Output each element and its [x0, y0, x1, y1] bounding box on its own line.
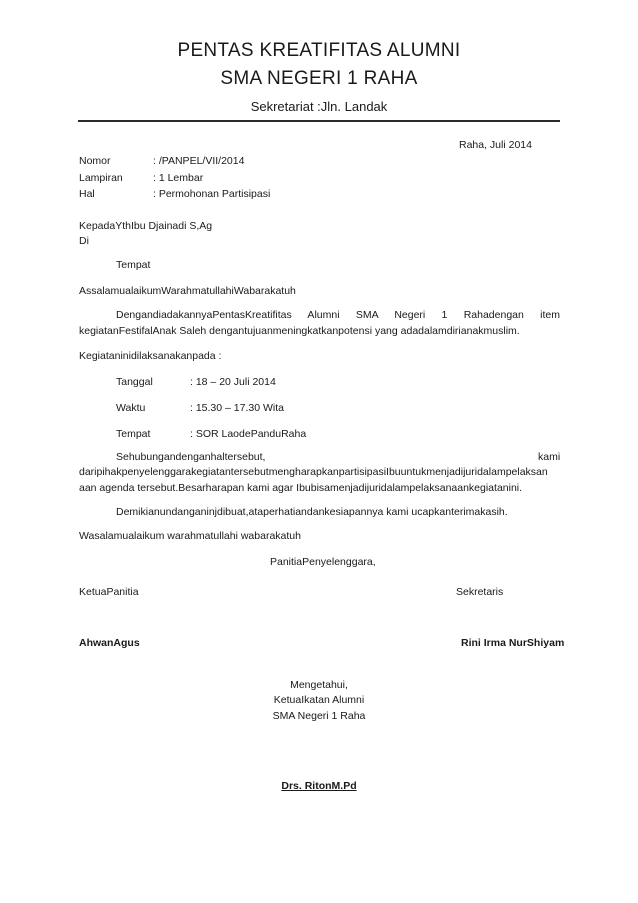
paragraph-2-line-1-left: Sehubungandenganhaltersebut, — [116, 451, 266, 463]
schedule-place-label: Tempat — [116, 428, 151, 440]
nomor-value: : /PANPEL/VII/2014 — [153, 155, 245, 167]
chair-name: AhwanAgus — [79, 637, 140, 649]
paragraph-1-line-2: kegiatanFestifalAnak Saleh dengantujuanmeningkatkanpotensi yang adadalamdirianakmuslim. — [79, 325, 520, 337]
acknowledge-line-2: KetuaIkatan Alumni — [273, 694, 365, 706]
acknowledge-line-3: SMA Negeri 1 Raha — [272, 710, 366, 722]
greeting: AssalamualaikumWarahmatullahiWabarakatuh — [79, 285, 296, 297]
secretary-name: Rini Irma NurShiyam — [461, 637, 565, 649]
lampiran-value: : 1 Lembar — [153, 172, 204, 184]
secretary-title: Sekretaris — [456, 586, 504, 598]
header-divider — [78, 120, 560, 122]
paragraph-2-line-3: aan agenda tersebut.Besarharapan kami agar Ibubisamenjadijuridalampelaksanaankegiatanini. — [79, 482, 523, 494]
committee-label: PanitiaPenyelenggara, — [270, 556, 376, 568]
nomor-label: Nomor — [79, 155, 111, 167]
schedule-date-value: : 18 – 20 Juli 2014 — [190, 376, 276, 388]
recipient-place: Tempat — [116, 259, 151, 271]
schedule-intro: Kegiataninidilaksanakanpada : — [79, 350, 222, 362]
recipient-di: Di — [79, 235, 89, 247]
schedule-date-label: Tanggal — [116, 376, 153, 388]
paragraph-2-line-2: daripihakpenyelenggarakegiatantersebutmengharapkanpartisipasiIbuuntukmenjadijuridalampelaksan — [79, 466, 548, 478]
closing-greeting: Wasalamualaikum warahmatullahi wabarakatuh — [79, 530, 301, 542]
place-date: Raha, Juli 2014 — [459, 139, 532, 151]
schedule-time-value: : 15.30 – 17.30 Wita — [190, 402, 284, 414]
lampiran-label: Lampiran — [79, 172, 123, 184]
schedule-time-label: Waktu — [116, 402, 146, 414]
hal-value: : Permohonan Partisipasi — [153, 188, 271, 200]
paragraph-2-line-1-right: kami — [538, 451, 561, 463]
hal-label: Hal — [79, 188, 95, 200]
alumni-chair-name: Drs. RitonM.Pd — [281, 780, 357, 792]
secretariat-address: Sekretariat :Jln. Landak — [250, 99, 388, 114]
paragraph-3: Demikianundanganinjdibuat,ataperhatiandankesiapannya kami ucapkanterimakasih. — [116, 506, 508, 518]
letter-title-line2: SMA NEGERI 1 RAHA — [220, 68, 418, 89]
schedule-place-value: : SOR LaodePanduRaha — [190, 428, 307, 440]
paragraph-1-line-1: DengandiadakannyaPentasKreatifitas Alumni SMA Negeri 1 Rahadengan item — [116, 309, 560, 321]
chair-title: KetuaPanitia — [79, 586, 139, 598]
letter-title-line1: PENTAS KREATIFITAS ALUMNI — [177, 40, 461, 61]
acknowledge-line-1: Mengetahui, — [290, 679, 348, 691]
recipient-name: KepadaYthIbu Djainadi S,Ag — [79, 220, 213, 232]
